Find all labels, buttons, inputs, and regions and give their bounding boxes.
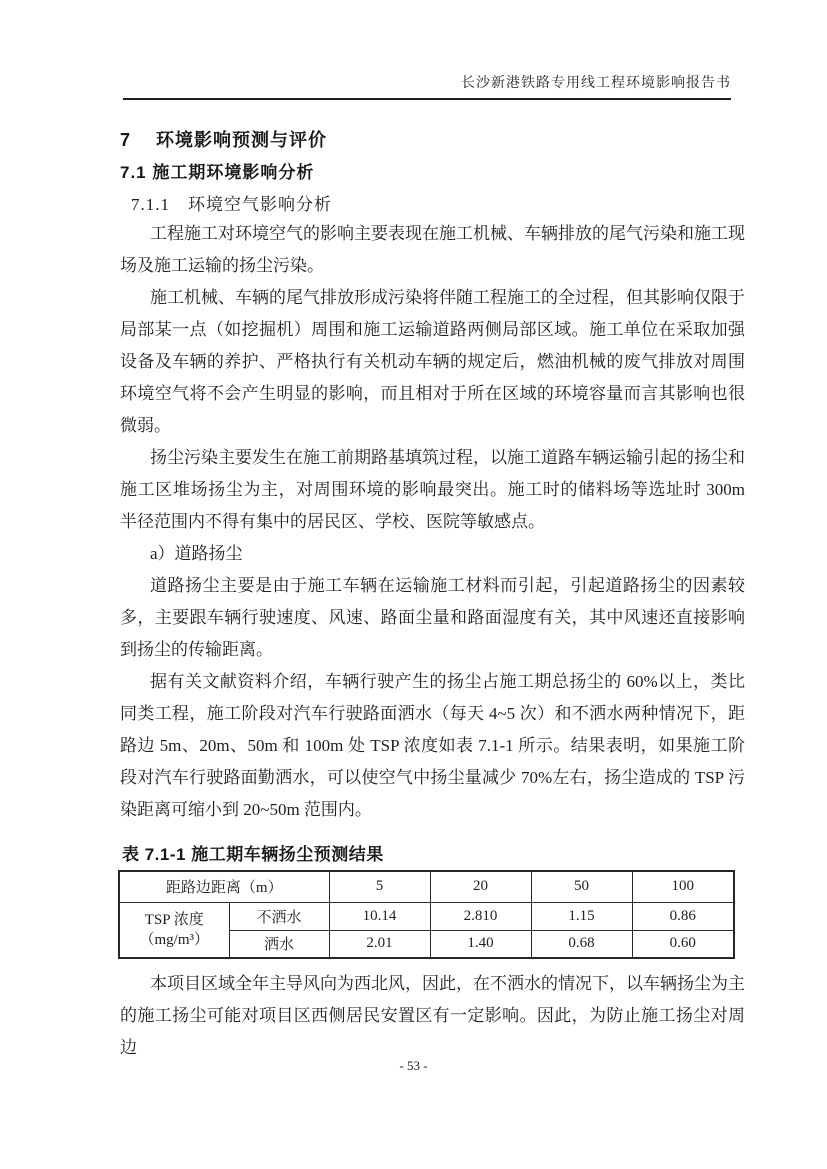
tsp-value-cell: 1.40 [430, 930, 531, 958]
paragraph-wind-direction-conclusion: 本项目区域全年主导风向为西北风，因此，在不洒水的情况下，以车辆扬尘为主的施工扬尘可能对项目区西侧居民安置区有一定影响。因此，为防止施工扬尘对周边 [120, 974, 745, 1057]
distance-value-cell: 20 [430, 871, 531, 902]
tsp-label-line1: TSP 浓度 [144, 911, 204, 928]
tsp-value-cell: 2.810 [430, 902, 531, 930]
tsp-value-cell: 10.14 [329, 902, 430, 930]
heading-subsection-7-1-1: 7.1.1 环境空气影响分析 [131, 195, 332, 214]
paragraph-dust-pollution: 扬尘污染主要发生在施工前期路基填筑过程，以施工道路车辆运输引起的扬尘和施工区堆场扬尘为主，对周围环境的影响最突出。施工时的储料场等选址时 300m 半径范围内不得有集中的居民区、学校、医院等敏感点。 [120, 448, 745, 531]
table-caption: 表 7.1-1 施工期车辆扬尘预测结果 [122, 845, 384, 864]
dust-prediction-table [118, 870, 735, 959]
paragraph-road-dust-causes: 道路扬尘主要是由于施工车辆在运输施工材料而引起，引起道路扬尘的因素较多，主要跟车辆行驶速度、风速、路面尘量和路面湿度有关，其中风速还直接影响到扬尘的传输距离。 [120, 576, 745, 659]
tsp-value-cell: 2.01 [329, 930, 430, 958]
distance-value-cell: 50 [531, 871, 632, 902]
page-header-title: 长沙新港铁路专用线工程环境影响报告书 [123, 72, 731, 100]
tsp-concentration-label-cell [119, 902, 229, 958]
heading-section-7-1: 7.1 施工期环境影响分析 [120, 163, 315, 182]
table-row-no-water [119, 902, 734, 930]
tsp-value-cell: 1.15 [531, 902, 632, 930]
row-label-no-water: 不洒水 [229, 902, 329, 930]
paragraph-air-impact-overview: 工程施工对环境空气的影响主要表现在施工机械、车辆排放的尾气污染和施工现场及施工运输的扬尘污染。 [120, 224, 745, 275]
tsp-value-cell: 0.68 [531, 930, 632, 958]
row-label-watered: 洒水 [229, 930, 329, 958]
paragraph-exhaust-pollution: 施工机械、车辆的尾气排放形成污染将伴随工程施工的全过程，但其影响仅限于局部某一点（如挖掘机）周围和施工运输道路两侧局部区域。施工单位在采取加强设备及车辆的养护、严格执行有关机动车辆的规定后，燃油机械的废气排放对周围环境空气将不会产生明显的影响，而且相对于所在区域的环境容量而言其影响也很微弱。 [120, 288, 745, 435]
body-text-block [120, 218, 745, 826]
distance-value-cell: 100 [632, 871, 734, 902]
distance-value-cell: 5 [329, 871, 430, 902]
list-item-road-dust: a）道路扬尘 [150, 544, 243, 563]
tsp-value-cell: 0.86 [632, 902, 734, 930]
paragraph-tsp-literature: 据有关文献资料介绍，车辆行驶产生的扬尘占施工期总扬尘的 60%以上，类比同类工程，施工阶段对汽车行驶路面洒水（每天 4~5 次）和不洒水两种情况下，距路边 5m、20m、50m 和 100m 处 TSP 浓度如表 7.1-1 所示。结果表明，如果施工阶段对汽车行驶路面勤洒水，可以使空气中扬尘量减少 70%左右，扬尘造成的 TSP 污染距离可缩小到 20~50m 范围内。 [120, 672, 745, 819]
tsp-label-line2: （mg/m³） [139, 931, 209, 948]
distance-header-cell: 距路边距离（m） [119, 871, 329, 902]
heading-chapter-7: 7 环境影响预测与评价 [120, 130, 328, 150]
page-number: - 53 - [399, 1058, 428, 1073]
table-row-header [119, 871, 734, 902]
post-table-text-block [120, 968, 745, 1064]
tsp-value-cell: 0.60 [632, 930, 734, 958]
